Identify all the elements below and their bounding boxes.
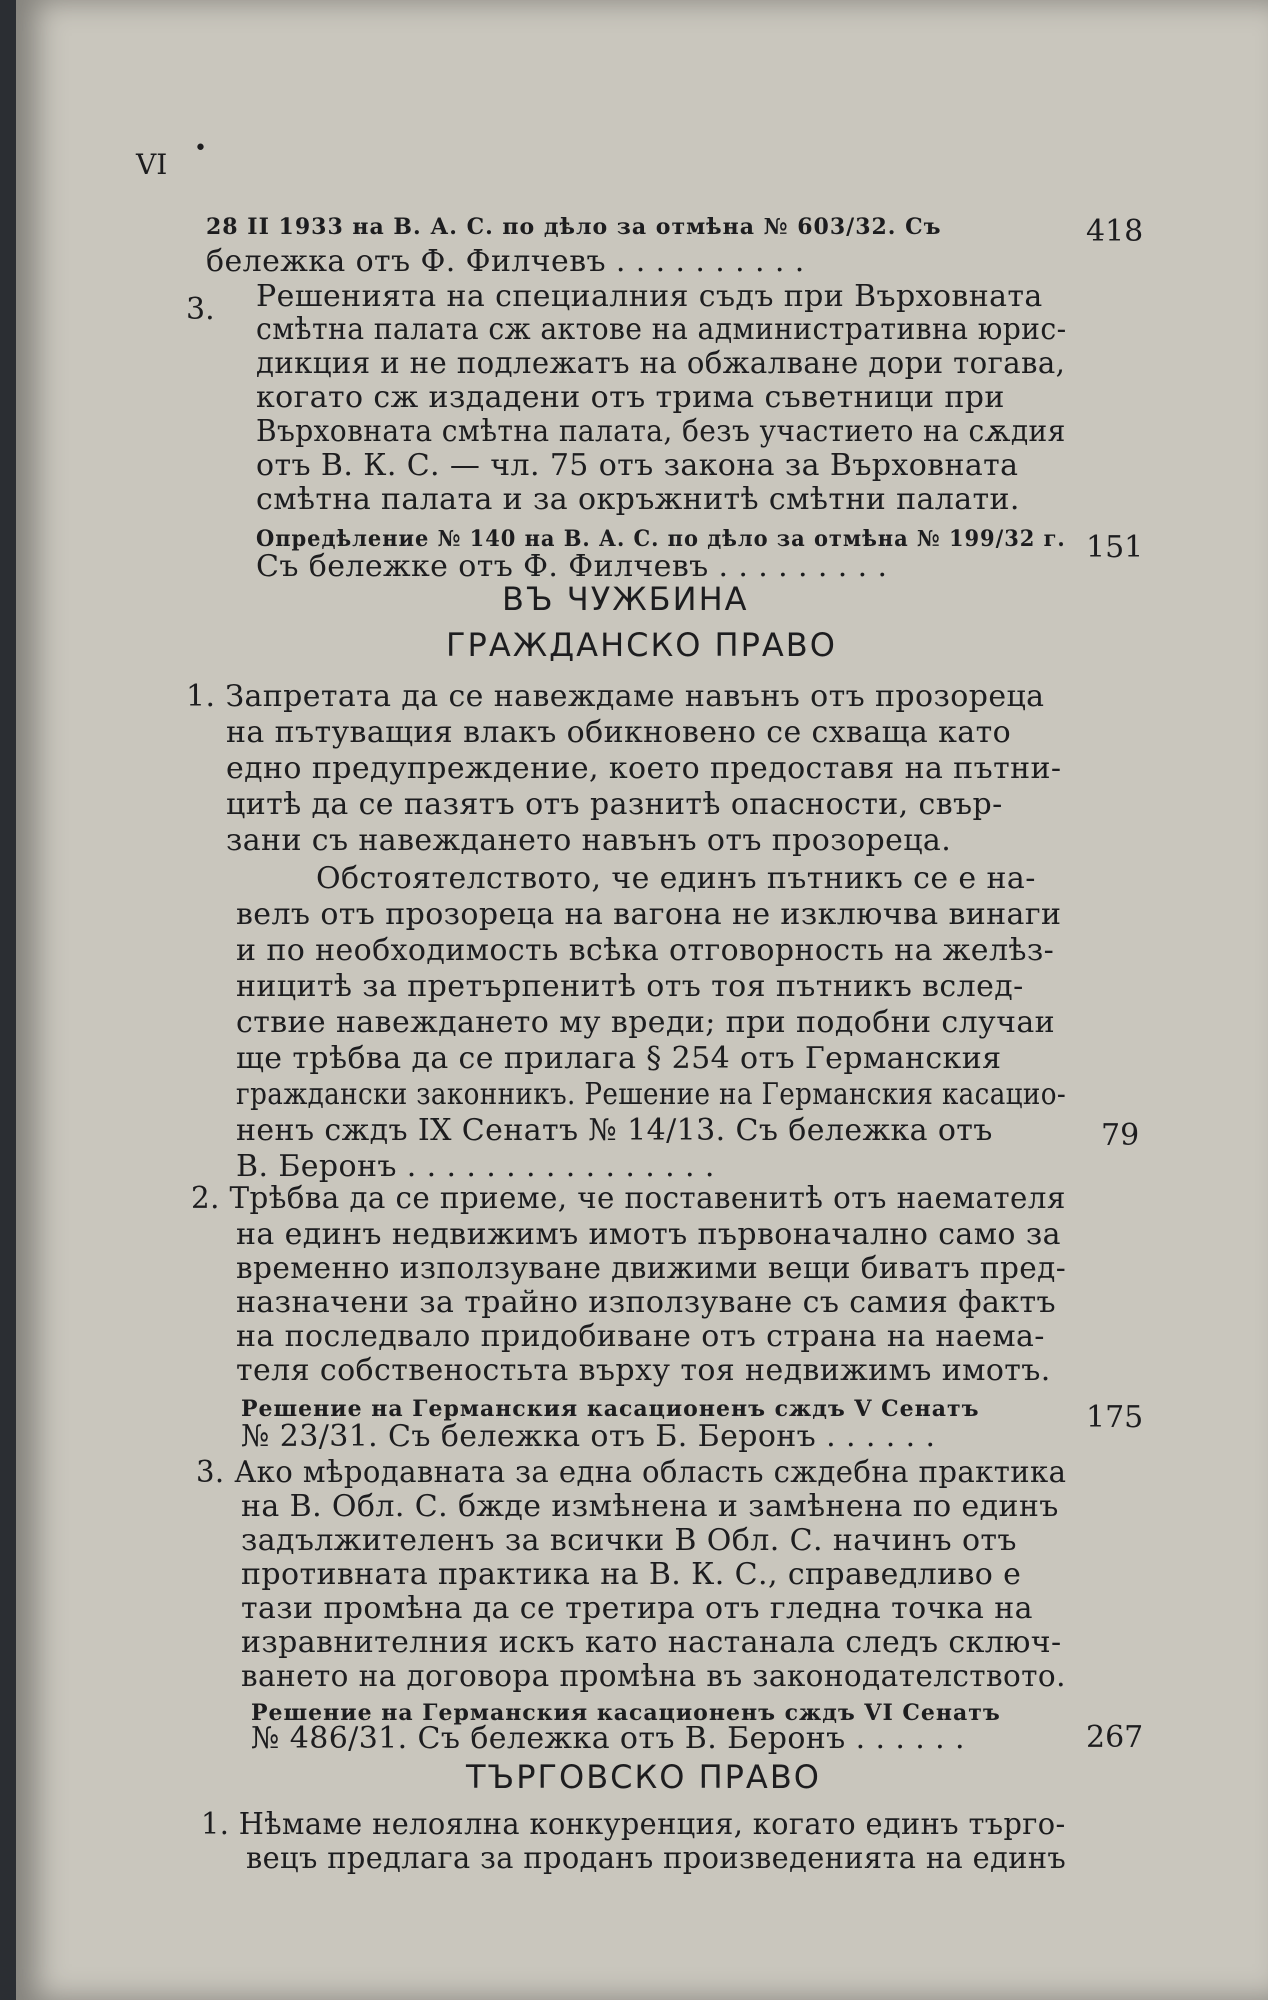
line: противната практика на В. К. С., справедливо е (241, 1557, 1022, 1592)
line: теля собственостьта върху тоя недвижимъ имотъ. (236, 1353, 1051, 1388)
line: Опредѣление № 140 на В. А. С. по дѣло за отмѣна № 199/32 г. (256, 526, 1066, 552)
line: на пътуващия влакъ обикновено се схваща като (226, 715, 1012, 750)
line: ницитѣ за претърпенитѣ отъ тоя пътникъ вслед- (236, 969, 1024, 1004)
page-ref: 151 (1086, 530, 1144, 565)
line: Върховната смѣтна палата, безъ участието на сѫдия (256, 414, 1066, 449)
page-ref: 175 (1086, 1400, 1144, 1435)
line: 1. Нѣмаме нелоялна конкуренция, когато единъ търго- (201, 1807, 1066, 1842)
line: Съ бележке отъ Ф. Филчевъ . . . . . . . . . (256, 549, 888, 584)
line: бележка отъ Ф. Филчевъ . . . . . . . . . . (206, 244, 805, 279)
line: Решение на Германския касационенъ сждъ VI Сенатъ (251, 1700, 1001, 1726)
line: зани съ навеждането навънъ отъ прозореца. (226, 823, 952, 858)
line: 1. Запретата да се навеждаме навънъ отъ прозореца (186, 679, 1045, 714)
line: когато сж издадени отъ трима съветници при (256, 380, 1005, 415)
line: вецъ предлага за проданъ произведенията на единъ (246, 1841, 1067, 1876)
bullet-dot: • (194, 136, 207, 161)
page-label: VI (136, 148, 168, 181)
line: назначени за трайно използуване съ самия фактъ (236, 1285, 1056, 1320)
line: на единъ недвижимъ имотъ първоначално само за (236, 1217, 1061, 1252)
line: и по необходимость всѣка отговорность на желѣз- (236, 933, 1055, 968)
line: В. Беронъ . . . . . . . . . . . . . . . . (236, 1149, 715, 1184)
line: ще трѣбва да се прилага § 254 отъ Германския (236, 1041, 1002, 1076)
line: на последвало придобиване отъ страна на наема- (236, 1319, 1045, 1354)
section-heading: ТЪРГОВСКО ПРАВО (466, 1758, 821, 1796)
line: Решенията на специалния съдъ при Върховната (256, 279, 1043, 314)
page-text (16, 0, 1268, 2000)
line: дикция и не подлежатъ на обжалване дори тогава, (256, 346, 1066, 381)
book-page (16, 0, 1268, 2000)
line: изравнителния искъ като настанала следъ сключ- (241, 1625, 1062, 1660)
page-ref: 267 (1086, 1720, 1144, 1755)
line: ненъ сждъ IX Сенатъ № 14/13. Съ бележка отъ (236, 1113, 993, 1148)
line: ването на договора промѣна въ законодателството. (241, 1659, 1066, 1694)
line: ствие навеждането му вреди; при подобни случаи (236, 1005, 1056, 1040)
line: № 486/31. Съ бележка отъ В. Беронъ . . . . . . (251, 1721, 965, 1756)
page-ref: 418 (1086, 214, 1144, 249)
line: цитѣ да се пазятъ отъ разнитѣ опасности, свър- (226, 787, 1003, 822)
line: 2. Трѣбва да се приеме, че поставенитѣ отъ наемателя (191, 1181, 1066, 1216)
section-heading: ГРАЖДАНСКО ПРАВО (446, 626, 837, 664)
line: отъ В. К. С. — чл. 75 отъ закона за Върховната (256, 448, 1019, 483)
line: смѣтна палата сж актове на административна юрис- (256, 312, 1067, 347)
line: 3. Ако мѣродавната за една область сждебна практика (196, 1455, 1067, 1490)
line: Обстоятелството, че единъ пътникъ се е на- (316, 861, 1036, 896)
line: № 23/31. Съ бележка отъ Б. Беронъ . . . . . . (241, 1419, 936, 1454)
line: задължителенъ за всички В Обл. С. начинъ отъ (241, 1523, 1017, 1558)
line: 28 II 1933 на В. А. С. по дѣло за отмѣна № 603/32. Съ (206, 214, 942, 240)
section-heading: ВЪ ЧУЖБИНА (502, 580, 749, 618)
line: на В. Обл. С. бжде измѣнена и замѣнена по единъ (241, 1489, 1059, 1524)
page-ref: 79 (1101, 1118, 1140, 1153)
line: велъ отъ прозореца на вагона не изключва винаги (236, 897, 1062, 932)
line: Решение на Германския касационенъ сждъ V Сенатъ (241, 1396, 980, 1422)
item-number: 3. (186, 292, 215, 327)
line: смѣтна палата и за окръжнитѣ смѣтни палати. (256, 482, 1020, 517)
line: тази промѣна да се третира отъ гледна точка на (241, 1591, 1033, 1626)
line: едно предупреждение, което предоставя на пътни- (226, 751, 1062, 786)
line: временно използуване движими вещи биватъ пред- (236, 1251, 1067, 1286)
line: граждански законникъ. Решение на Германския касацио- (236, 1077, 1067, 1112)
